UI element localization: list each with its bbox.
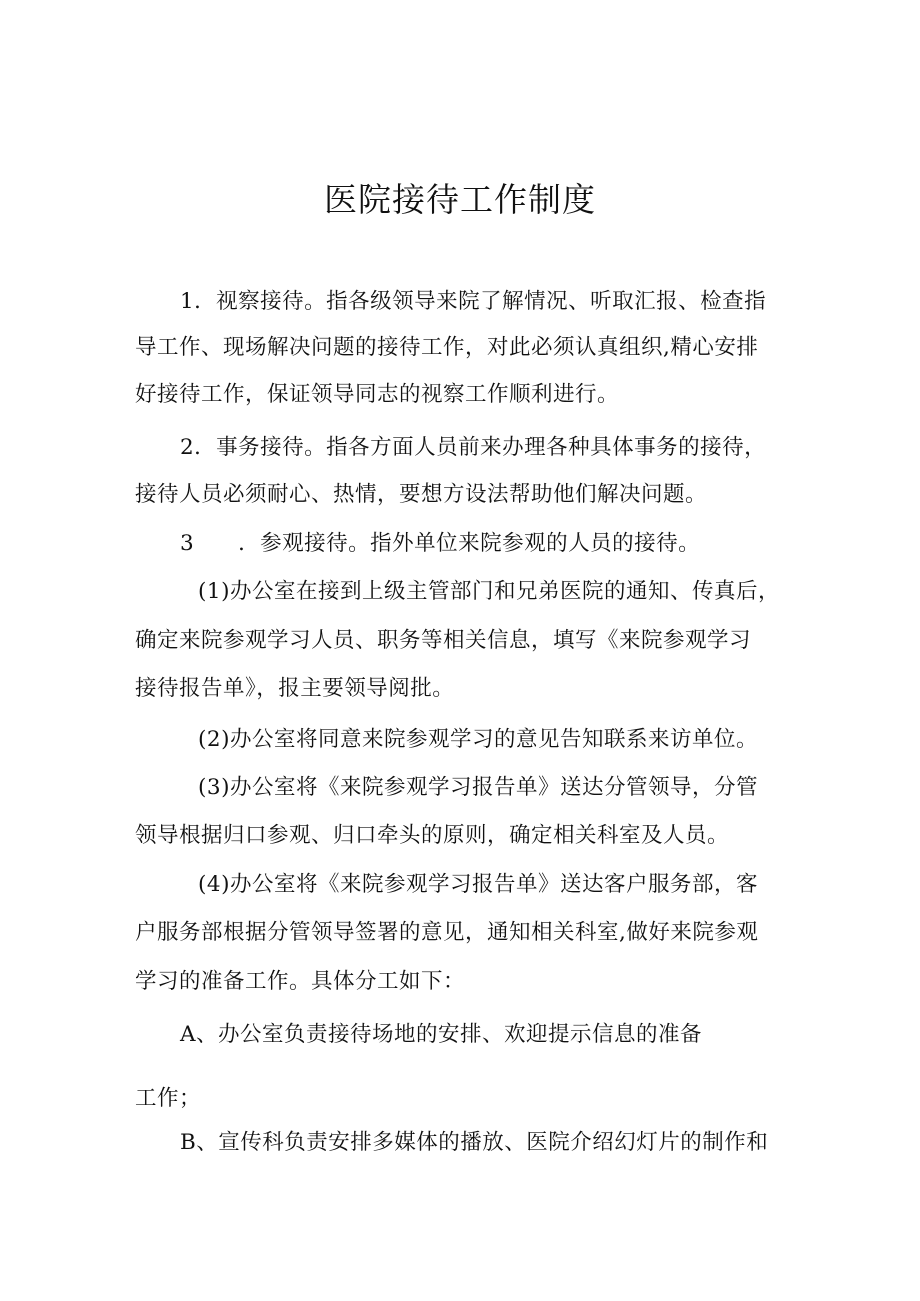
paragraph-line: (1)办公室在接到上级主管部门和兄弟医院的通知、传真后， (198, 579, 780, 604)
paragraph-line: 工作； (135, 1086, 202, 1111)
paragraph-line: (3)办公室将《来院参观学习报告单》送达分管领导，分管 (198, 775, 758, 800)
paragraph-line: 好接待工作，保证领导同志的视察工作顺利进行。 (135, 382, 620, 407)
paragraph-line: 户服务部根据分管领导签署的意见，通知相关科室,做好来院参观 (135, 920, 759, 945)
paragraph-line: 接待人员必须耐心、热情，要想方设法帮助他们解决问题。 (135, 482, 708, 507)
paragraph-line: B、宣传科负责安排多媒体的播放、医院介绍幻灯片的制作和 (180, 1130, 769, 1155)
paragraph-line: 1．视察接待。指各级领导来院了解情况、听取汇报、检查指 (180, 289, 767, 314)
paragraph-line: 确定来院参观学习人员、职务等相关信息，填写《来院参观学习 (135, 628, 752, 653)
paragraph-line: 学习的准备工作。具体分工如下： (135, 969, 466, 994)
paragraph-line: 领导根据归口参观、归口牵头的原则，确定相关科室及人员。 (135, 823, 730, 848)
paragraph-line: 接待报告单》，报主要领导阅批。 (135, 676, 455, 701)
paragraph-line: 2．事务接待。指各方面人员前来办理各种具体事务的接待， (180, 435, 767, 460)
paragraph-line: 导工作、现场解决问题的接待工作，对此必须认真组织,精心安排 (135, 335, 759, 360)
paragraph-line: 3 ．参观接待。指外单位来院参观的人员的接待。 (180, 531, 701, 556)
paragraph-line: (4)办公室将《来院参观学习报告单》送达客户服务部，客 (198, 872, 758, 897)
paragraph-line: (2)办公室将同意来院参观学习的意见告知联系来访单位。 (198, 727, 758, 752)
paragraph-line: A、办公室负责接待场地的安排、欢迎提示信息的准备 (180, 1022, 703, 1047)
document-title: 医院接待工作制度 (324, 180, 596, 219)
